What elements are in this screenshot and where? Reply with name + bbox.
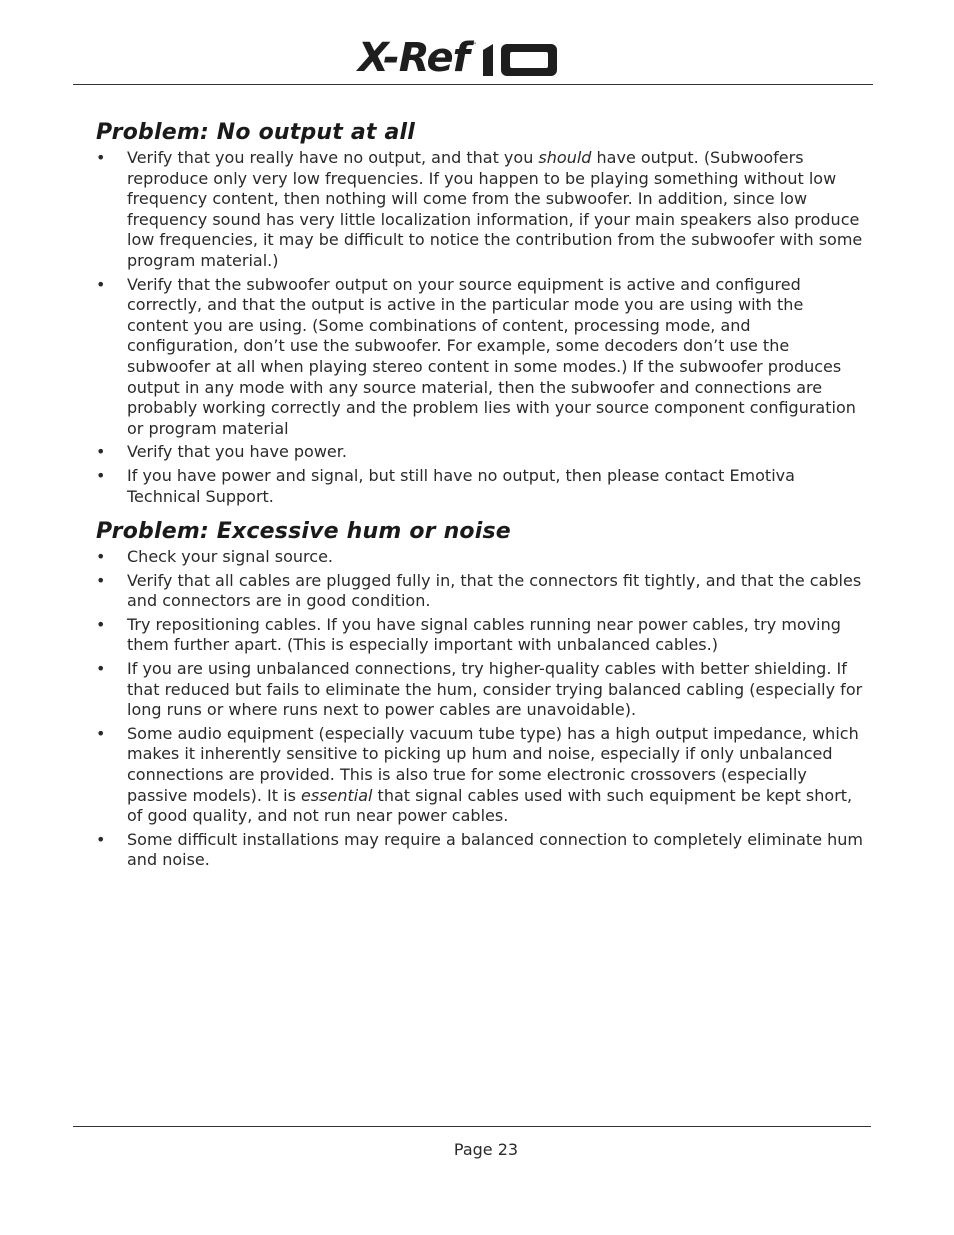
logo-wordmark: X-Ref [358,35,470,81]
section-title-no-output: Problem: No output at all [96,120,416,145]
no-output-list [96,148,866,507]
list-item: • Verify that the subwoofer output on your source equipment is active and configured correctly, and that the output is active in the particular mode you are using with the content you are using. (Some combinations of content, processing mode, and configuration, don’t use the subwoofer. For example, some decoders don’t use the subwoofer at all when playing stereo content in some modes.) If the subwoofer produces output in any mode with any source material, then the subwoofer and connections are probably working correctly and the problem lies with your source component configuration or program material [96,274,856,438]
list-item: • Some difficult installations may require a balanced connection to completely eliminate hum and noise. [96,829,863,870]
bullet-icon: • [96,148,106,167]
footer-divider [73,1126,871,1127]
bullet-icon: • [96,829,106,849]
list-item: • If you are using unbalanced connections, try higher-quality cables with better shielding. If that reduced but fails to eliminate the hum, consider trying balanced cabling (especially for long runs or where runs next to power cables are unavoidable). [96,659,863,720]
trademark-symbol: ™ [471,42,478,49]
xref-10-logo [358,35,557,81]
header-divider [73,84,873,85]
hum-noise-list [96,547,866,871]
troubleshooting-content [96,118,866,874]
bullet-icon: • [96,442,106,462]
list-item: • If you have power and signal, but still have no output, then please contact Emotiva Technical Support. [96,465,795,506]
page-header [0,0,954,85]
list-item: • Check your signal source. [96,547,333,567]
section-title-hum-noise: Problem: Excessive hum or noise [96,519,511,545]
bullet-icon: • [96,614,106,634]
logo-number-10 [483,44,557,76]
bullet-icon: • [96,547,106,567]
list-item: • Verify that you really have no output, and that you should have output. (Subwoofers reproduce only very low frequencies. If you happen to be playing something without low frequency content, then nothing will come from the subwoofer. In addition, since low frequency sound has very little localization information, if your main speakers also produce low frequencies, it may be difficult to notice the contribution from the subwoofer with some program material.) [96,148,863,270]
bullet-icon: • [96,274,106,294]
list-item: • Verify that you have power. [96,442,347,462]
bullet-icon: • [96,465,106,485]
bullet-icon: • [96,570,106,590]
list-item: • Verify that all cables are plugged fully in, that the connectors fit tightly, and that the cables and connectors are in good condition. [96,570,862,611]
page-number: Page 23 [453,1140,519,1159]
list-item: • Try repositioning cables. If you have signal cables running near power cables, try moving them further apart. (This is especially important with unbalanced cables.) [96,614,841,655]
bullet-icon: • [96,659,106,679]
list-item: • Some audio equipment (especially vacuum tube type) has a high output impedance, which makes it inherently sensitive to picking up hum and noise, especially if only unbalanced connections are provided. This is also true for some electronic crossovers (especially passive models). It is essential that signal cables used with such equipment be kept short, of good quality, and not run near power cables. [96,723,859,826]
bullet-icon: • [96,723,106,743]
